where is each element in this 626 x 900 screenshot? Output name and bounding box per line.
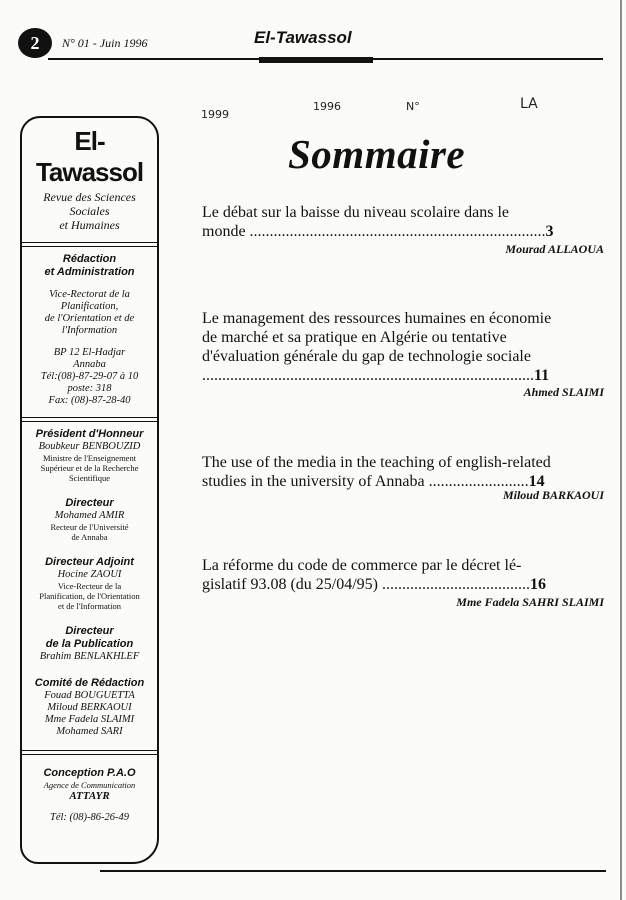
subtitle-line: Sociales (69, 204, 110, 218)
adjoint-name: Hocine ZAOUI (57, 569, 122, 580)
entry-text: gislatif 93.08 (du 25/04/95) ..................................... (202, 576, 530, 593)
entry-author: Miloud BARKAOUI (502, 488, 604, 502)
text-line: Vice-Recteur de la (57, 581, 122, 591)
entry-line: d'évaluation générale du gap de technologie sociale (202, 348, 531, 365)
page-title: Sommaire (288, 131, 466, 177)
entry-line: de marché et sa pratique en Algérie ou tentative (202, 329, 507, 346)
entry-line (202, 575, 604, 594)
issue-label: N° 01 - Juin 1996 (62, 36, 148, 50)
text-line: l'Information (61, 325, 118, 336)
entry-text: monde .......................................................................... (202, 223, 546, 240)
text-line: Planification, (60, 301, 119, 312)
redaction-body (22, 289, 157, 337)
toc-entry (202, 309, 604, 385)
text-line: BP 12 El-Hadjar (53, 347, 126, 358)
member-name: Mohamed SARI (56, 726, 123, 737)
entry-line: La réforme du code de commerce par le décret lé- (202, 557, 522, 574)
entry-page: 3 (545, 223, 554, 240)
publication-name: Brahim BENLAKHLEF (39, 651, 140, 662)
entry-line: Le management des ressources humaines en économie (202, 310, 552, 327)
sidebar-divider (22, 242, 157, 247)
text-line: Planification, de l'Orientation (39, 591, 140, 601)
subtitle-line: et Humaines (59, 218, 120, 232)
heading-line: Directeur (65, 625, 114, 637)
pao-name: ATTAYR (69, 790, 110, 802)
honneur-role (22, 453, 157, 483)
redaction-heading (22, 253, 157, 279)
text-line: et de l'Information (58, 601, 121, 611)
entry-author: Mme Fadela SAHRI SLAIMI (456, 595, 604, 609)
toc-entry (202, 453, 604, 491)
page-number: 2 (30, 32, 40, 53)
entry-page: 11 (534, 367, 550, 384)
heading-line: et Administration (44, 266, 135, 278)
entry-line (202, 222, 604, 241)
entry-author: Mourad ALLAOUA (505, 242, 604, 256)
footer-rule (100, 870, 606, 872)
header-accent-bar (259, 57, 373, 63)
comite-heading: Comité de Rédaction (34, 677, 145, 689)
handwritten-note: 1996 (313, 100, 341, 113)
pao-agency: Agence de Communication (43, 780, 136, 790)
adjoint-role (22, 581, 157, 611)
text-line: Recteur de l'Université (50, 522, 129, 532)
handwritten-note: 1999 (201, 108, 229, 121)
address-block (22, 347, 157, 407)
text-line: de l'Orientation et de (44, 313, 135, 324)
text-line: Annaba (73, 359, 106, 370)
pao-tel: Tél: (08)-86-26-49 (49, 812, 130, 823)
publication-heading (22, 625, 157, 651)
text-line: Vice-Rectorat de la (49, 289, 130, 300)
directeur-role (22, 522, 157, 542)
entry-line (202, 366, 604, 385)
text-line: poste: 318 (67, 383, 112, 394)
page-edge (620, 0, 622, 900)
member-name: Miloud BERKAOUI (47, 702, 132, 713)
journal-header-title: El-Tawassol (254, 28, 352, 47)
text-line: Supérieur et de la Recherche (40, 463, 139, 473)
sidebar-subtitle (22, 190, 157, 232)
directeur-heading: Directeur (65, 497, 114, 509)
entry-page: 16 (529, 576, 546, 593)
entry-page: 14 (528, 473, 545, 490)
page-number-badge (18, 28, 52, 58)
entry-line: The use of the media in the teaching of english-related (202, 454, 551, 471)
handwritten-note: LA (520, 96, 538, 112)
toc-entry (202, 556, 604, 594)
toc-entry (202, 203, 604, 241)
handwritten-note: N° (406, 100, 420, 113)
text-line: Ministre de l'Enseignement (42, 453, 137, 463)
entry-author: Ahmed SLAIMI (523, 385, 604, 399)
text-line: Fax: (08)-87-28-40 (48, 395, 131, 406)
text-line: de Annaba (71, 532, 108, 542)
member-name: Mme Fadela SLAIMI (44, 714, 135, 725)
honneur-name: Boubkeur BENBOUZID (38, 441, 141, 452)
entry-text: ................................................................................... (202, 367, 534, 384)
heading-line: Rédaction (62, 253, 117, 265)
entry-line: Le débat sur la baisse du niveau scolaire dans le (202, 204, 509, 221)
subtitle-line: Revue des Sciences (43, 190, 136, 204)
text-line: Scientifique (68, 473, 111, 483)
directeur-name: Mohamed AMIR (54, 510, 125, 521)
pao-heading: Conception P.A.O (43, 767, 136, 779)
member-name: Fouad BOUGUETTA (44, 690, 135, 701)
adjoint-heading: Directeur Adjoint (45, 556, 134, 568)
honneur-heading: Président d'Honneur (35, 428, 144, 440)
sidebar-brand: El-Tawassol (35, 126, 144, 187)
sidebar-divider (22, 750, 157, 755)
masthead-sidebar (20, 116, 159, 864)
heading-line: de la Publication (45, 638, 134, 650)
comite-members (22, 690, 157, 738)
entry-text: studies in the university of Annaba ......................... (202, 473, 529, 490)
text-line: Tél:(08)-87-29-07 à 10 (40, 371, 139, 382)
sidebar-divider (22, 417, 157, 422)
